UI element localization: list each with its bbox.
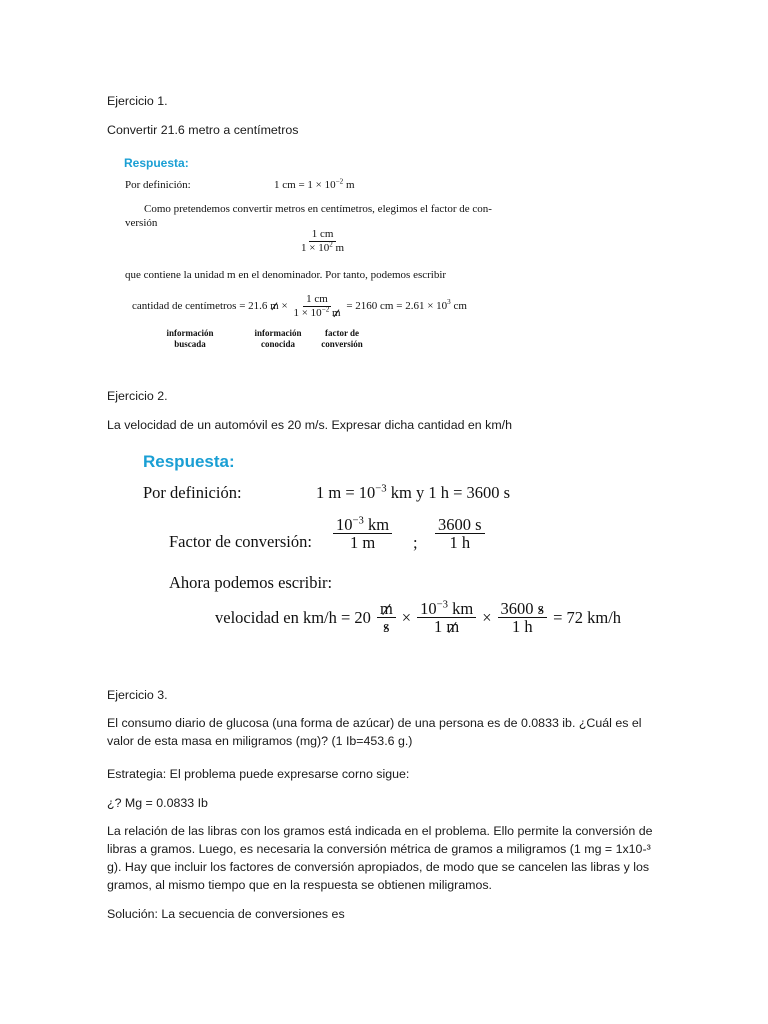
exercise-3-strategy: Estrategia: El problema puede expresarse corno sigue: xyxy=(107,767,410,781)
exercise-3-expression: ¿? Mg = 0.0833 Ib xyxy=(107,796,208,810)
caption-factor-conversion: factor de conversión xyxy=(321,328,363,349)
exercise-1-prompt: Convertir 21.6 metro a centímetros xyxy=(107,123,299,137)
ahora-text: Ahora podemos escribir: xyxy=(169,573,333,592)
factor-fraction-h: $\frac{3600 s}{1 h}$ xyxy=(435,516,485,552)
exercise-1-title: Ejercicio 1. xyxy=(107,94,168,108)
caption-informacion-buscada: información buscada xyxy=(166,328,214,349)
respuesta-heading: Respuesta: xyxy=(124,156,189,170)
explanation-text-1b: versión xyxy=(125,217,158,229)
exercise-2-prompt: La velocidad de un automóvil es 20 m/s. Expresar dicha cantidad en km/h xyxy=(107,418,512,432)
exercise-1-answer-figure xyxy=(124,155,534,355)
factor-label: Factor de conversión: xyxy=(169,532,312,551)
factor-fraction-km: $\frac{10^{-3} km}{1 m}$ xyxy=(333,516,392,552)
calculation-line: cantidad de centímetros = 21.6 m × $\frac{1 cm}{1 \times 10^{-2} m}$ = 2160 cm = $2.61 \times 10^3$ cm xyxy=(132,293,467,319)
factor-separator: ; xyxy=(413,533,418,552)
caption-informacion-conocida: información conocida xyxy=(254,328,302,349)
velocity-calculation: velocidad en km/h = 20 $\frac{m}{s}$ × $\frac{10^{-3} km}{1 m}$ × $\frac{3600 s}{1 h}$ = 72 km/h xyxy=(215,598,622,637)
definition-equation: 1 cm = $1 \times 10^{-2}$ m xyxy=(274,177,355,191)
conversion-factor-fraction: $\frac{1 cm}{1 \times 10^2 m}$ xyxy=(301,228,345,254)
exercise-3-explanation: La relación de las libras con los gramos está indicada en el problema. Ello permite la conversión de libras a gramos. Luego, es necesaria la conversión métrica de gramos a miligramos (1 mg = 1x10-³ g). Hay que incluir los factores de conversión apropiados, de modo que se cancelen las libras y los gramos, al mismo tiempo que en la respuesta se obtienen miligramos. xyxy=(107,824,653,892)
definition-label: Por definición: xyxy=(143,483,242,502)
explanation-text-2: que contiene la unidad m en el denominador. Por tanto, podemos escribir xyxy=(125,269,447,281)
exercise-3-statement: El consumo diario de glucosa (una forma de azúcar) de una persona es de 0.0833 ib. ¿Cuál es el valor de esta masa en miligramos (mg)? (1 Ib=453.6 g.) xyxy=(107,716,642,748)
exercise-2-answer-figure xyxy=(143,452,653,662)
respuesta-heading: Respuesta: xyxy=(143,452,235,471)
exercise-3-title: Ejercicio 3. xyxy=(107,688,168,702)
exercise-3-solution: Solución: La secuencia de conversiones es xyxy=(107,907,345,921)
exercise-2-title: Ejercicio 2. xyxy=(107,389,168,403)
definition-equation: 1 $m = 10^{-3}$ km y 1 h = 3600 s xyxy=(316,482,511,502)
definition-label: Por definición: xyxy=(125,179,191,191)
explanation-text-1: Como pretendemos convertir metros en centímetros, elegimos el factor de con- xyxy=(144,203,492,215)
